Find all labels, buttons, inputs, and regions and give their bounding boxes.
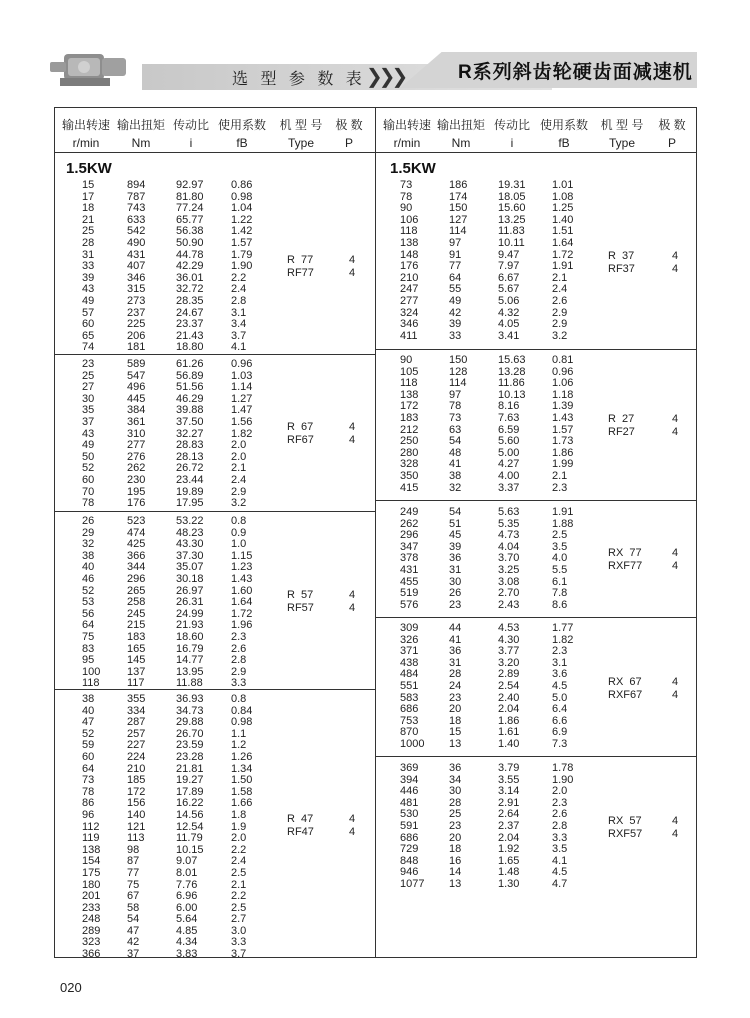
power-label: 1.5KW <box>66 160 112 177</box>
type-model: R 47 RF47 <box>287 813 314 838</box>
type-model: R 67 RF67 <box>287 421 314 446</box>
type-model: RX 67 RXF67 <box>608 676 643 701</box>
speed-column: 90 105 118 138 172 183 212 250 280 328 350 415 <box>400 354 419 494</box>
torque-column: 355 334 287 257 227 224 210 185 172 156 140 121 113 98 87 77 75 67 58 54 47 42 37 <box>127 693 146 961</box>
factor-column: 0.81 0.96 1.06 1.18 1.39 1.43 1.57 1.73 1.86 1.99 2.1 2.3 <box>552 354 574 494</box>
torque-column: 894 787 743 633 542 490 431 407 346 315 273 237 225 206 181 <box>127 179 146 354</box>
pole-count: 4 4 <box>672 815 679 840</box>
type-model: RX 77 RXF77 <box>608 547 643 572</box>
pole-count: 4 4 <box>349 254 356 279</box>
pole-count: 4 4 <box>672 676 679 701</box>
header-divider <box>54 152 697 153</box>
torque-column: 186 174 150 127 114 97 91 77 64 55 49 42 39 33 <box>449 179 468 342</box>
pole-count: 4 4 <box>349 813 356 838</box>
gear-reducer-icon <box>46 44 130 90</box>
pole-count: 4 4 <box>672 413 679 438</box>
header-poles: 极 数 P <box>335 118 363 150</box>
header-torque: 输出扭矩 Nm <box>116 118 165 150</box>
header-speed: 输出转速 r/min <box>382 118 431 150</box>
type-model: R 27 RF27 <box>608 413 635 438</box>
speed-column: 26 29 32 38 40 46 52 53 56 64 75 83 95 100 118 <box>82 515 101 690</box>
ratio-column: 92.97 81.80 77.24 65.77 56.38 50.90 44.78 42.29 36.01 32.72 28.35 24.67 23.37 21.43 18.80 <box>176 179 204 354</box>
group-divider <box>375 756 697 757</box>
chevron-right-icon: ❯❯❯ <box>366 66 405 88</box>
group-divider <box>375 500 697 501</box>
speed-column: 249 262 296 347 378 431 455 519 576 <box>400 506 419 611</box>
speed-column: 23 25 27 30 35 37 43 49 50 52 60 70 78 <box>82 358 95 510</box>
torque-column: 54 51 45 39 36 31 30 26 23 <box>449 506 462 611</box>
group-divider <box>375 617 697 618</box>
speed-column: 309 326 371 438 484 551 583 686 753 870 1000 <box>400 622 425 750</box>
header-torque: 输出扭矩 Nm <box>436 118 485 150</box>
speed-column: 38 40 47 52 59 60 64 73 78 86 96 112 119 138 154 175 180 201 233 248 289 323 366 <box>82 693 101 961</box>
pole-count: 4 4 <box>349 589 356 614</box>
group-divider <box>54 354 375 355</box>
factor-column: 1.78 1.90 2.0 2.3 2.6 2.8 3.3 3.5 4.1 4.5 4.7 <box>552 762 574 890</box>
factor-column: 0.96 1.03 1.14 1.27 1.47 1.56 1.82 2.0 2.0 2.1 2.4 2.9 3.2 <box>231 358 253 510</box>
torque-column: 36 34 30 28 25 23 20 18 16 14 13 <box>449 762 462 890</box>
product-title: R系列斜齿轮硬齿面减速机 <box>458 62 693 83</box>
type-model: R 37 RF37 <box>608 250 635 275</box>
ratio-column: 4.53 4.30 3.77 3.20 2.89 2.54 2.40 2.04 1.86 1.61 1.40 <box>498 622 520 750</box>
group-divider <box>54 511 375 512</box>
pole-count: 4 4 <box>672 547 679 572</box>
header-speed: 输出转速 r/min <box>61 118 110 150</box>
group-divider <box>54 689 375 690</box>
factor-column: 1.01 1.08 1.25 1.40 1.51 1.64 1.72 1.91 2.1 2.4 2.6 2.9 2.9 3.2 <box>552 179 574 342</box>
factor-column: 1.77 1.82 2.3 3.1 3.6 4.5 5.0 6.4 6.6 6.9 7.3 <box>552 622 574 750</box>
header-ratio: 传动比 i <box>493 118 530 150</box>
factor-column: 0.86 0.98 1.04 1.22 1.42 1.57 1.79 1.90 2.2 2.4 2.8 3.1 3.4 3.7 4.1 <box>231 179 253 354</box>
speed-column: 15 17 18 21 25 28 31 33 39 43 49 57 60 65 74 <box>82 179 95 354</box>
ratio-column: 36.93 34.73 29.88 26.70 23.59 23.28 21.81 19.27 17.89 16.22 14.56 12.54 11.79 10.15 9.07 8.01 7.76 6.96 6.00 5.64 4.85 4.34 3.83 <box>176 693 204 961</box>
speed-column: 369 394 446 481 530 591 686 729 848 946 1077 <box>400 762 425 890</box>
torque-column: 150 128 114 97 78 73 63 54 48 41 38 32 <box>449 354 468 494</box>
torque-column: 589 547 496 445 384 361 310 277 276 262 230 195 176 <box>127 358 146 510</box>
factor-column: 0.8 0.84 0.98 1.1 1.2 1.26 1.34 1.50 1.58 1.66 1.8 1.9 2.0 2.2 2.4 2.5 2.1 2.2 2.5 2.7 3.0 3.3 3.7 <box>231 693 253 961</box>
type-model: RX 57 RXF57 <box>608 815 643 840</box>
pole-count: 4 4 <box>349 421 356 446</box>
header-poles: 极 数 P <box>658 118 686 150</box>
factor-column: 0.8 0.9 1.0 1.15 1.23 1.43 1.60 1.64 1.72 1.96 2.3 2.6 2.8 2.9 3.3 <box>231 515 253 690</box>
header-factor: 使用系数 fB <box>217 118 266 150</box>
ratio-column: 53.22 48.23 43.30 37.30 35.07 30.18 26.97 26.31 24.99 21.93 18.60 16.79 14.77 13.95 11.88 <box>176 515 204 690</box>
torque-column: 44 41 36 31 28 24 23 20 18 15 13 <box>449 622 462 750</box>
pole-count: 4 4 <box>672 250 679 275</box>
section-title: 选 型 参 数 表 <box>232 71 366 88</box>
ratio-column: 19.31 18.05 15.60 13.25 11.83 10.11 9.47 7.97 6.67 5.67 5.06 4.32 4.05 3.41 <box>498 179 526 342</box>
factor-column: 1.91 1.88 2.5 3.5 4.0 5.5 6.1 7.8 8.6 <box>552 506 574 611</box>
ratio-column: 61.26 56.89 51.56 46.29 39.88 37.50 32.27 28.83 28.13 26.72 23.44 19.89 17.95 <box>176 358 204 510</box>
ratio-column: 5.63 5.35 4.73 4.04 3.70 3.25 3.08 2.70 2.43 <box>498 506 520 611</box>
header-factor: 使用系数 fB <box>539 118 588 150</box>
header-type: 机 型 号 Type <box>279 118 323 150</box>
ratio-column: 3.79 3.55 3.14 2.91 2.64 2.37 2.04 1.92 1.65 1.48 1.30 <box>498 762 520 890</box>
group-divider <box>375 349 697 350</box>
header-ratio: 传动比 i <box>172 118 209 150</box>
type-model: R 77 RF77 <box>287 254 314 279</box>
table-center-divider <box>375 107 376 958</box>
ratio-column: 15.63 13.28 11.86 10.13 8.16 7.63 6.59 5.60 5.00 4.27 4.00 3.37 <box>498 354 526 494</box>
type-model: R 57 RF57 <box>287 589 314 614</box>
page-number: 020 <box>60 980 82 995</box>
header-type: 机 型 号 Type <box>600 118 644 150</box>
speed-column: 73 78 90 106 118 138 148 176 210 247 277 324 346 411 <box>400 179 419 342</box>
power-label: 1.5KW <box>390 160 436 177</box>
torque-column: 523 474 425 366 344 296 265 258 245 215 183 165 145 137 117 <box>127 515 146 690</box>
